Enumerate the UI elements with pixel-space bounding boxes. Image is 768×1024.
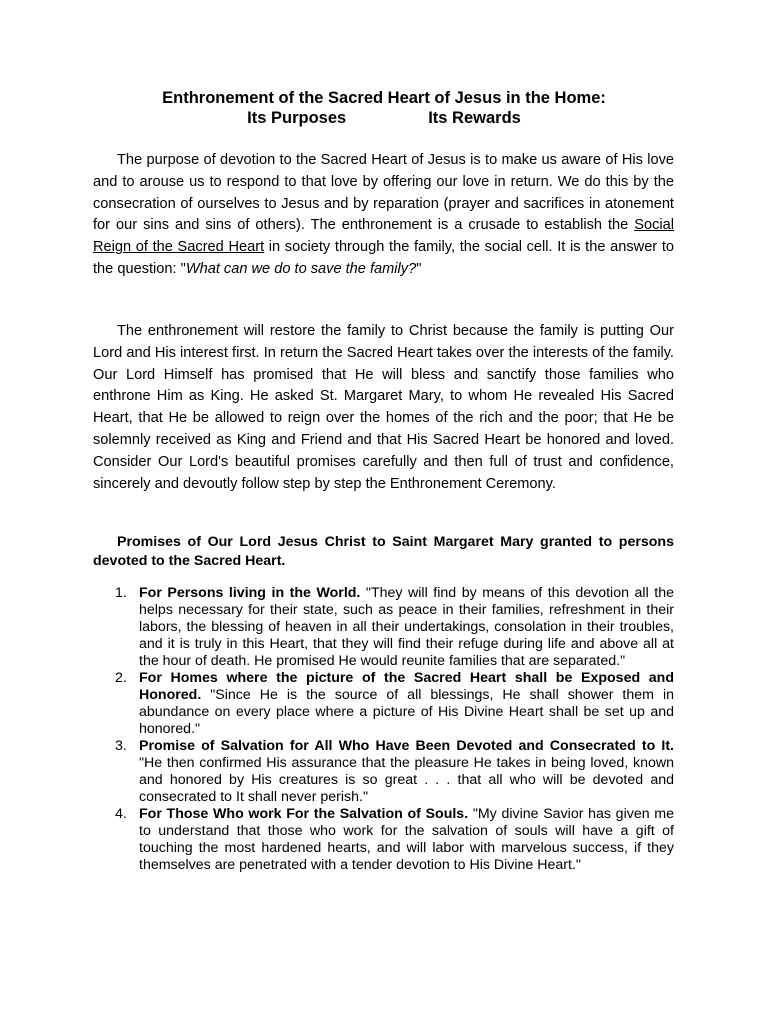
promise-heading: For Persons living in the World. <box>139 585 361 601</box>
promise-item <box>93 806 674 874</box>
document-title: Enthronement of the Sacred Heart of Jesus in the Home: <box>162 89 606 107</box>
promise-number: 2. <box>115 670 127 686</box>
paragraph-purpose-text: The purpose of devotion to the Sacred Heart of Jesus is to make us aware of His love and to arouse us to respond to that love by offering our love in return. We do this by the consecration of ourselves to Jesus and by reparation (prayer and sacrifices in atonement for our sins and sins of others). The enthronement is a crusade to establish the <box>93 152 674 234</box>
promise-number: 4. <box>115 806 127 822</box>
paragraph-purpose-end: " <box>416 260 422 277</box>
promise-number: 3. <box>115 738 127 754</box>
paragraph-purpose-question: What can we do to save the family? <box>185 260 417 277</box>
document-subtitle <box>0 108 768 128</box>
promise-item <box>93 670 674 738</box>
promise-number: 1. <box>115 585 127 601</box>
promises-heading: Promises of Our Lord Jesus Christ to Saint Margaret Mary granted to persons devoted to the Sacred Heart. <box>93 534 674 569</box>
subtitle-purposes: Its Purposes <box>247 109 347 127</box>
social-reign-link: Social Reign of the Sacred Heart <box>93 217 674 256</box>
paragraph-purpose-text-2: in society through the family, the social cell. It is the answer to the question: " <box>93 239 674 277</box>
promise-item <box>93 738 674 806</box>
promise-heading: Promise of Salvation for All Who Have Been Devoted and Consecrated to It. <box>139 738 674 754</box>
promise-text: "He then confirmed His assurance that the pleasure He takes in being loved, known and honored by His creatures is so great . . . that all who will be devoted and consecrated to It shall never perish." <box>139 755 674 805</box>
promise-heading: For Homes where the picture of the Sacred Heart shall be Exposed and Honored. <box>139 670 674 703</box>
paragraph-purpose <box>93 150 674 281</box>
promise-text: "My divine Savior has given me to understand that those who work for the salvation of souls will have a gift of touching the most hardened hearts, and will labor with marvelous success, if they themselves are penetrated with a tender devotion to His Divine Heart." <box>139 806 674 873</box>
subtitle-rewards: Its Rewards <box>428 109 521 127</box>
promise-heading: For Those Who work For the Salvation of Souls. <box>139 806 469 822</box>
promises-list <box>93 585 674 874</box>
promise-item <box>93 585 674 670</box>
promise-text: "They will find by means of this devotion all the helps necessary for their state, such as peace in their families, refreshment in their labors, the blessing of heaven in all their undertakings, consolation in their troubles, and it is truly in this Heart, that they will find their refuge during life and above all at the hour of death. He promised He would reunite families that are separated." <box>139 585 674 669</box>
paragraph-enthronement: The enthronement will restore the family to Christ because the family is putting Our Lord and His interest first. In return the Sacred Heart takes over the interests of the family. Our Lord Himself has promised that He will bless and sanctify those families who enthrone Him as King. He asked St. Margaret Mary, to whom He revealed His Sacred Heart, that He be allowed to reign over the homes of the rich and the poor; that He be solemnly received as King and Friend and that His Sacred Heart be honored and loved. Consider Our Lord's beautiful promises carefully and then full of trust and confidence, sincerely and devoutly follow step by step the Enthronement Ceremony. <box>93 323 674 492</box>
promise-text: "Since He is the source of all blessings, He shall shower them in abundance on every place where a picture of His Divine Heart shall be set up and honored." <box>139 687 674 737</box>
